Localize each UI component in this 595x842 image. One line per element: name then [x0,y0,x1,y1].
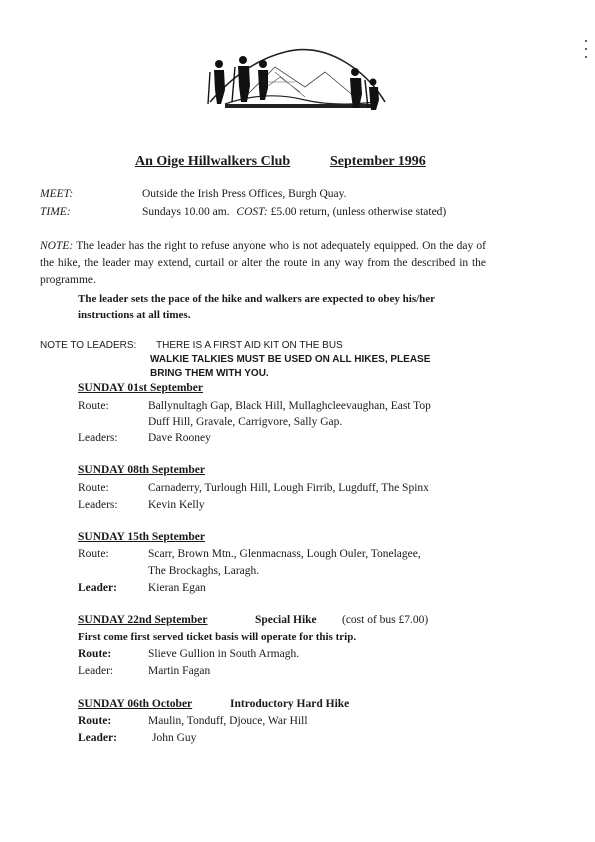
time-label: TIME: [40,206,71,218]
pace-line-2: instructions at all times. [78,309,191,321]
time-text: Sundays 10.00 am. [142,206,230,218]
meet-label: MEET: [40,188,74,200]
hike-1-route-label: Route: [78,400,109,412]
cost-label: COST: [236,206,268,218]
hike-4-leader-label: Leader: [78,665,114,677]
hike-4-leader: Martin Fagan [148,665,211,677]
hike-1-leader-label: Leaders: [78,432,118,444]
hike-2-leader-label: Leaders: [78,499,118,511]
hike-4-special-cost: (cost of bus £7.00) [342,614,429,626]
hike-4-date [78,614,208,626]
hike-1-leader: Dave Rooney [148,432,211,444]
meet-value: Outside the Irish Press Offices, Burgh Quay. [142,188,347,200]
hike-3-leader-label: Leader: [78,582,117,594]
cost-value: £5.00 return, (unless otherwise stated) [270,206,447,218]
hike-5-leader-label: Leader: [78,732,117,744]
leaders-note-line-3: BRING THEM WITH YOU. [150,368,269,379]
pace-line-1: The leader sets the pace of the hike and walkers are expected to obey his/her [78,293,436,305]
hike-5-route-label: Route: [78,715,112,727]
hike-5-leader: John Guy [152,732,197,744]
hike-2-date: SUNDAY 08th September [78,464,205,476]
hikers-logo [205,42,390,117]
hike-3-date: SUNDAY 15th September [78,531,205,543]
hike-3-route-line-2: The Brockaghs, Laragh. [148,565,260,577]
time-value [142,206,446,218]
note-label: NOTE: [40,240,74,252]
hike-3-route-line-1: Scarr, Brown Mtn., Glenmacnass, Lough Ouler, Tonelagee, [148,548,421,560]
leaders-note-line-1: THERE IS A FIRST AID KIT ON THE BUS [156,340,343,351]
hike-4-special: Special Hike [255,614,317,626]
hike-1-route-line-1: Ballynultagh Gap, Black Hill, Mullaghcleevaughan, East Top [148,400,431,412]
hike-1-date: SUNDAY 01st September [78,382,204,394]
hike-5-special: Introductory Hard Hike [230,698,350,710]
hike-4-route-label: Route: [78,648,112,660]
hike-4-date-text: SUNDAY 22nd September [78,614,208,626]
hike-1-route-line-2: Duff Hill, Gravale, Carrigvore, Sally Gap. [148,416,343,428]
month-title: September 1996 [330,154,426,169]
hike-2-route-line-1: Carnaderry, Turlough Hill, Lough Firrib, Lugduff, The Spinx [148,482,429,494]
hike-2-route-label: Route: [78,482,109,494]
hike-3-route-label: Route: [78,548,109,560]
hike-5-route-line-1: Maulin, Tonduff, Djouce, War Hill [148,715,308,727]
club-title: An Oige Hillwalkers Club [135,154,291,169]
note-paragraph [40,238,486,289]
hike-3-leader: Kieran Egan [148,582,206,594]
hike-5-date [78,698,192,710]
note-text: The leader has the right to refuse anyone who is not adequately equipped. On the day of the hike, the leader may extend, curtail or alter the route in any way from the described in the programme. [40,240,487,286]
leaders-note-line-2: WALKIE TALKIES MUST BE USED ON ALL HIKES, PLEASE [150,354,431,365]
hike-4-extra: First come first served ticket basis will operate for this trip. [78,631,357,643]
hike-2-leader: Kevin Kelly [148,499,205,511]
hike-5-date-text: SUNDAY 06th October [78,698,193,710]
hike-4-route-line-1: Slieve Gullion in South Armagh. [148,648,300,660]
leaders-note-label: NOTE TO LEADERS: [40,340,137,351]
